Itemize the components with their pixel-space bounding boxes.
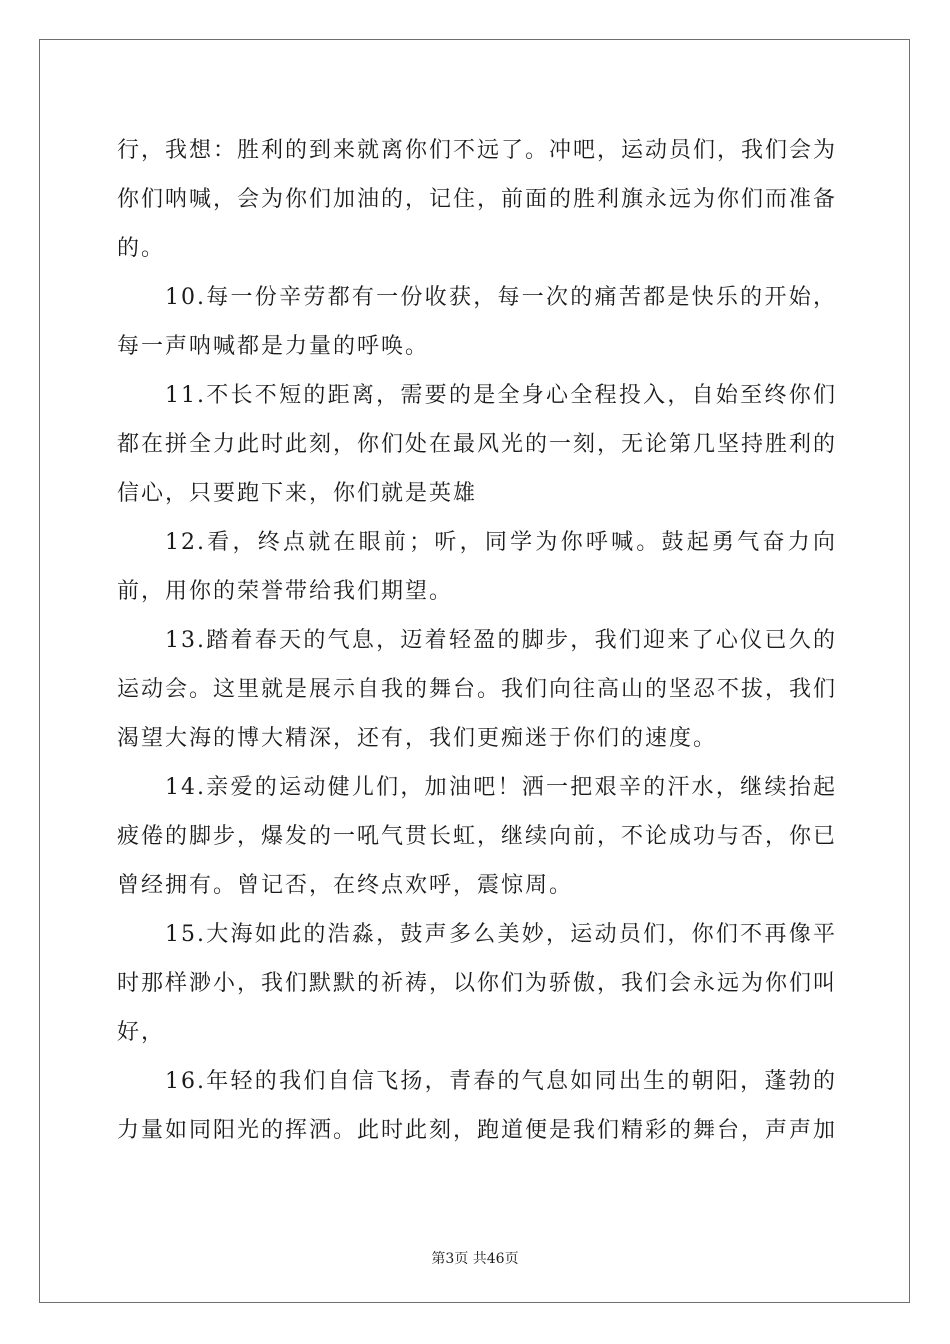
paragraph-continuation: 行，我想：胜利的到来就离你们不远了。冲吧，运动员们，我们会为你们呐喊，会为你们加油的，记住，前面的胜利旗永远为你们而准备的。 xyxy=(117,138,838,261)
paragraph-item-11: 11.不长不短的距离，需要的是全身心全程投入，自始至终你们都在拼全力此时此刻，你们处在最风光的一刻，无论第几坚持胜利的信心，只要跑下来，你们就是英雄 xyxy=(117,383,838,506)
page-number-footer: 第3页 共46页 xyxy=(431,1251,519,1267)
paragraph-item-12: 12.看，终点就在眼前；听，同学为你呼喊。鼓起勇气奋力向前，用你的荣誉带给我们期望。 xyxy=(117,530,837,604)
paragraph-item-14: 14.亲爱的运动健儿们，加油吧！洒一把艰辛的汗水，继续抬起疲倦的脚步，爆发的一吼气贯长虹，继续向前，不论成功与否，你已曾经拥有。曾记否，在终点欢呼，震惊周。 xyxy=(117,775,838,898)
paragraph-item-13: 13.踏着春天的气息，迈着轻盈的脚步，我们迎来了心仪已久的运动会。这里就是展示自我的舞台。我们向往高山的坚忍不拔，我们渴望大海的博大精深，还有，我们更痴迷于你们的速度。 xyxy=(117,628,838,751)
document-body xyxy=(117,126,837,1155)
paragraph-item-10: 10.每一份辛劳都有一份收获，每一次的痛苦都是快乐的开始，每一声呐喊都是力量的呼唤。 xyxy=(117,285,837,359)
paragraph-item-16: 16.年轻的我们自信飞扬，青春的气息如同出生的朝阳，蓬勃的力量如同阳光的挥洒。此时此刻，跑道便是我们精彩的舞台，声声加 xyxy=(117,1069,838,1143)
paragraph-item-15: 15.大海如此的浩淼，鼓声多么美妙，运动员们，你们不再像平时那样渺小，我们默默的祈祷，以你们为骄傲，我们会永远为你们叫好， xyxy=(117,922,838,1045)
